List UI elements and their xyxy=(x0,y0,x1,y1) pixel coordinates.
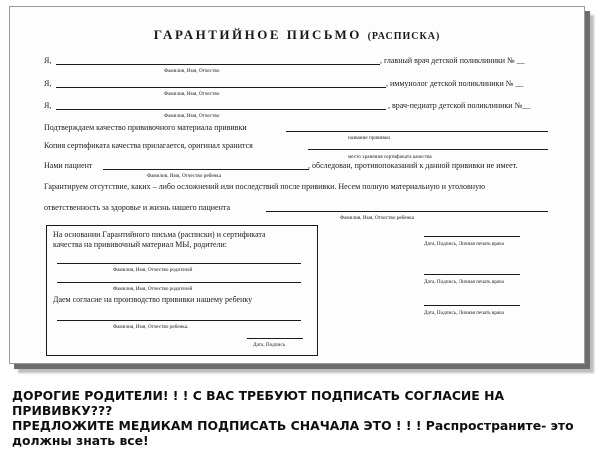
document-title xyxy=(10,27,584,43)
box-child-caption: Фамилия, Имя, Отчество ребенка. xyxy=(113,324,189,330)
row2-prefix: Я, xyxy=(44,79,52,88)
sign-line-1 xyxy=(424,236,520,237)
consent-text: Даем согласие на производство прививки нашему ребенку xyxy=(53,295,253,304)
child-name-line xyxy=(266,211,548,212)
row1-fio-caption: Фамилия, Имя, Отчество xyxy=(164,68,220,74)
row3-suffix: , врач-педиатр детской поликлиники №__ xyxy=(388,101,531,110)
row3-name-line xyxy=(56,109,386,110)
sign-caption-3: Дата, Подпись, Личная печать врача xyxy=(424,310,504,316)
patient-suffix: , обследован, противопоказаний к данной прививки не имеет. xyxy=(308,161,518,170)
child-fio-caption: Фамилия, Имя, Отчество ребенка xyxy=(340,215,415,221)
row2-suffix: , иммунолог детской поликлиники № __ xyxy=(386,79,524,88)
caption-line1: ДОРОГИЕ РОДИТЕЛИ! ! ! С ВАС ТРЕБУЮТ ПОДПИСАТЬ СОГЛАСИЕ НА ПРИВИВКУ??? xyxy=(12,388,505,418)
title-paren: (РАСПИСКА) xyxy=(367,31,441,42)
sign-line-3 xyxy=(424,305,520,306)
sign-caption-2: Дата, Подпись, Личная печать врача xyxy=(424,279,504,285)
box-text-line2: качества на прививочный материал МЫ, родители: xyxy=(53,240,228,249)
caption-line3: должны знать все! xyxy=(12,433,149,448)
guarantee-line2: ответственность за здоровье и жизнь нашего пациента xyxy=(44,203,230,212)
row3-prefix: Я, xyxy=(44,101,52,110)
sign-line-2 xyxy=(424,274,520,275)
row1-name-line xyxy=(56,64,380,65)
vaccine-name-line xyxy=(286,131,548,132)
patient-prefix: Нами пациент xyxy=(44,161,93,170)
caption-line2: ПРЕДЛОЖИТЕ МЕДИКАМ ПОДПИСАТЬ СНАЧАЛА ЭТО ! ! ! Распространите- это xyxy=(12,418,574,433)
title-main: ГАРАНТИЙНОЕ ПИСЬМО xyxy=(153,27,362,42)
row1-prefix: Я, xyxy=(44,56,52,65)
box-date-sign: Дата, Подпись xyxy=(253,342,285,348)
vaccine-caption: название прививки xyxy=(348,135,391,141)
row2-name-line xyxy=(56,87,386,88)
box-child-line xyxy=(57,320,301,321)
parents-line-2 xyxy=(57,282,301,283)
guarantee-line1: Гарантируем отсутствие, каких – либо осложнений или последствий после прививки. Несем полную материальную и уголовную xyxy=(44,182,486,191)
storage-place-line xyxy=(308,149,548,150)
box-text-line1: На основании Гарантийного письма (расписки) и сертификата xyxy=(53,230,266,239)
patient-name-line xyxy=(103,169,309,170)
parents-caption-1: Фамилия, Имя, Отчество родителей xyxy=(113,267,193,273)
row1-suffix: , главный врач детской поликлиники № __ xyxy=(380,56,525,65)
guarantee-letter-document xyxy=(9,6,585,364)
parents-consent-box xyxy=(46,225,318,356)
row2-fio-caption: Фамилия, Имя, Отчество xyxy=(164,91,220,97)
certificate-text: Копия сертификата качества прилагается, оригинал хранится xyxy=(44,141,253,150)
patient-fio-caption: Фамилия, Имя, Отчество ребенка xyxy=(147,173,222,179)
confirm-text: Подтверждаем качество прививочного материала прививки xyxy=(44,123,247,132)
parents-line-1 xyxy=(57,263,301,264)
box-sign-line xyxy=(247,338,303,339)
sign-caption-1: Дата, Подпись, Личная печать врача xyxy=(424,241,504,247)
appeal-caption xyxy=(12,388,597,448)
storage-caption: место хранения сертификата качества xyxy=(348,154,432,160)
row3-fio-caption: Фамилия, Имя, Отчество xyxy=(164,113,220,119)
parents-caption-2: Фамилия, Имя, Отчество родителей xyxy=(113,286,193,292)
